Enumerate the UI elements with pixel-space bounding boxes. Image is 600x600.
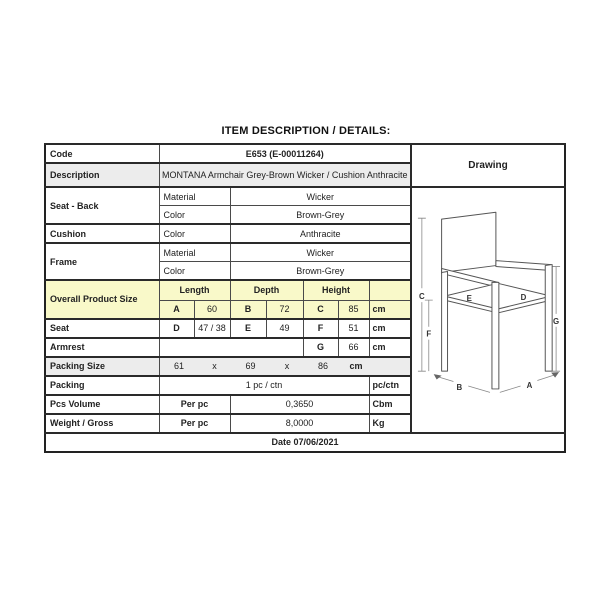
dim-a-value: 60 bbox=[194, 300, 230, 319]
seat-label: Seat bbox=[45, 319, 159, 338]
code-label: Code bbox=[45, 144, 159, 163]
chair-right-leg bbox=[545, 265, 552, 372]
dim-label-g: G bbox=[553, 316, 560, 326]
packing-value: 1 pc / ctn bbox=[159, 376, 369, 395]
seat-unit: cm bbox=[369, 319, 411, 338]
cushion-color-value: Anthracite bbox=[230, 224, 411, 243]
dim-d-value: 47 / 38 bbox=[194, 319, 230, 338]
item-spec-table bbox=[44, 143, 566, 453]
armrest-unit: cm bbox=[369, 338, 411, 357]
seatback-material-value: Wicker bbox=[230, 187, 411, 206]
frame-label: Frame bbox=[45, 243, 159, 280]
dim-b-letter: B bbox=[230, 300, 266, 319]
arrowhead-a bbox=[551, 372, 559, 377]
drawing-cell bbox=[411, 187, 565, 433]
weight-gross-value: 8,0000 bbox=[230, 414, 369, 433]
chair-rear-left-leg bbox=[442, 271, 448, 371]
chair-back-panel bbox=[442, 212, 496, 272]
pcs-volume-value: 0,3650 bbox=[230, 395, 369, 414]
dim-b-value: 72 bbox=[266, 300, 303, 319]
dim-label-a: A bbox=[526, 380, 533, 390]
dim-label-e: E bbox=[466, 294, 472, 304]
seatback-material-key: Material bbox=[159, 187, 230, 206]
dim-d-letter: D bbox=[159, 319, 194, 338]
description-value: MONTANA Armchair Grey-Brown Wicker / Cushion Anthracite bbox=[159, 163, 411, 187]
row-code bbox=[45, 144, 565, 163]
armrest-label: Armrest bbox=[45, 338, 159, 357]
overall-size-label: Overall Product Size bbox=[45, 280, 159, 319]
dim-f-letter: F bbox=[303, 319, 338, 338]
row-date bbox=[45, 433, 565, 452]
arrowhead-b bbox=[434, 374, 442, 379]
seatback-label: Seat - Back bbox=[45, 187, 159, 224]
size-header-unit-spacer bbox=[369, 280, 411, 300]
row-seatback-material bbox=[45, 187, 565, 206]
chair-front-leg bbox=[492, 282, 499, 389]
dim-label-b: B bbox=[456, 382, 463, 392]
overall-size-unit: cm bbox=[369, 300, 411, 319]
page-title: ITEM DESCRIPTION / DETAILS: bbox=[221, 125, 391, 137]
spec-sheet bbox=[44, 143, 566, 453]
weight-gross-unit: Kg bbox=[369, 414, 411, 433]
dim-c-letter: C bbox=[303, 300, 338, 319]
pcs-volume-basis: Per pc bbox=[159, 395, 230, 414]
packing-size-unit: cm bbox=[349, 361, 363, 371]
size-header-height: Height bbox=[303, 280, 369, 300]
packing-size-v3: 86 bbox=[317, 361, 328, 371]
dim-e-value: 49 bbox=[266, 319, 303, 338]
size-header-length: Length bbox=[159, 280, 230, 300]
description-label: Description bbox=[45, 163, 159, 187]
code-value: E653 (E-00011264) bbox=[159, 144, 411, 163]
pcs-volume-label: Pcs Volume bbox=[45, 395, 159, 414]
packing-unit: pc/ctn bbox=[369, 376, 411, 395]
date-value: Date 07/06/2021 bbox=[45, 433, 565, 452]
dim-e-letter: E bbox=[230, 319, 266, 338]
dim-c-value: 85 bbox=[338, 300, 369, 319]
drawing-header: Drawing bbox=[411, 144, 565, 187]
chair-outline bbox=[442, 212, 553, 389]
dim-label-f: F bbox=[426, 329, 432, 339]
frame-material-value: Wicker bbox=[230, 243, 411, 262]
packing-size-values bbox=[159, 357, 411, 376]
packing-size-v2: 69 bbox=[245, 361, 256, 371]
chair-left-armrest bbox=[442, 269, 498, 288]
seatback-color-value: Brown-Grey bbox=[230, 206, 411, 225]
dim-g-letter: G bbox=[303, 338, 338, 357]
cushion-label: Cushion bbox=[45, 224, 159, 243]
frame-color-key: Color bbox=[159, 262, 230, 281]
chair-right-armrest bbox=[496, 261, 551, 271]
seatback-color-key: Color bbox=[159, 206, 230, 225]
packing-size-label: Packing Size bbox=[45, 357, 159, 376]
armrest-spacer bbox=[159, 338, 303, 357]
weight-gross-label: Weight / Gross bbox=[45, 414, 159, 433]
dim-label-c: C bbox=[419, 292, 425, 302]
dim-label-d: D bbox=[520, 293, 527, 303]
dim-line-b bbox=[436, 376, 490, 392]
packing-size-x2: x bbox=[284, 361, 290, 371]
weight-gross-basis: Per pc bbox=[159, 414, 230, 433]
dim-g-value: 66 bbox=[338, 338, 369, 357]
packing-size-x1: x bbox=[212, 361, 217, 371]
pcs-volume-unit: Cbm bbox=[369, 395, 411, 414]
frame-color-value: Brown-Grey bbox=[230, 262, 411, 281]
frame-material-key: Material bbox=[159, 243, 230, 262]
cushion-color-key: Color bbox=[159, 224, 230, 243]
packing-size-v1: 61 bbox=[173, 361, 184, 371]
chair-drawing bbox=[412, 188, 564, 428]
packing-label: Packing bbox=[45, 376, 159, 395]
dim-a-letter: A bbox=[159, 300, 194, 319]
size-header-depth: Depth bbox=[230, 280, 303, 300]
dim-f-value: 51 bbox=[338, 319, 369, 338]
